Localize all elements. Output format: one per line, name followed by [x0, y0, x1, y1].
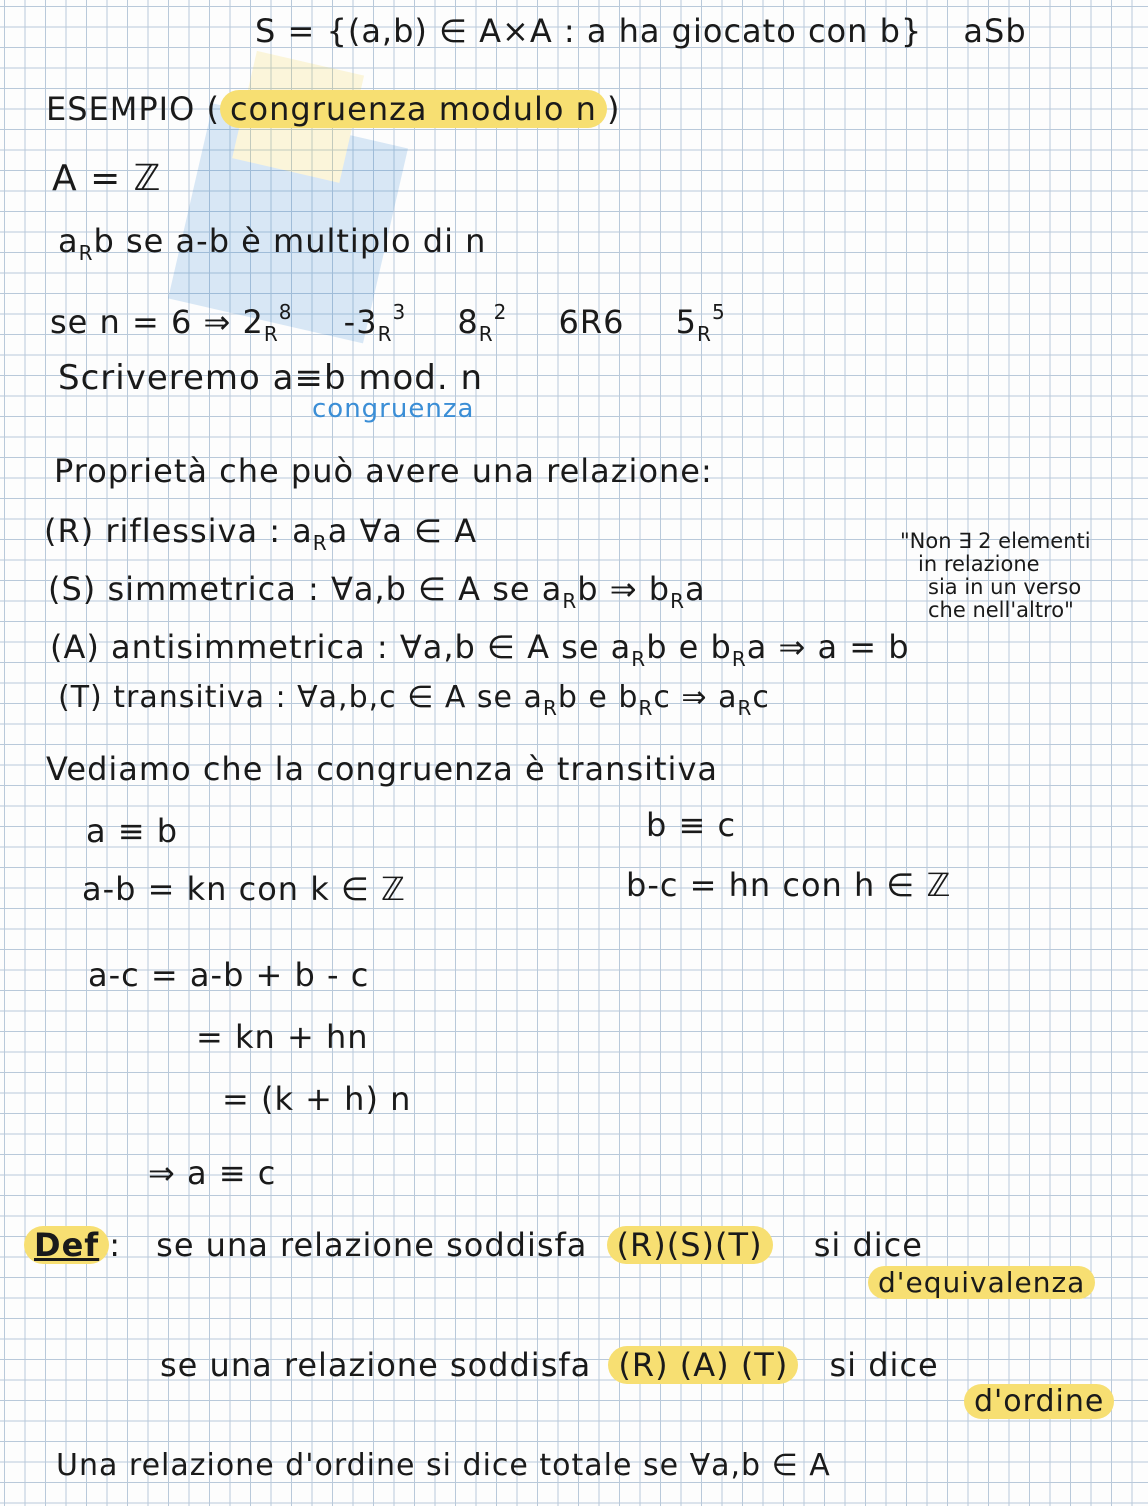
example-close-paren: ) — [606, 90, 621, 128]
a-minus-c-step2-text: = kn + hn — [196, 1018, 369, 1056]
transitive-r2: R — [638, 696, 654, 720]
side-note-line2: in relazione — [918, 552, 1040, 576]
notation-line — [58, 358, 483, 398]
antisymmetric-label: (A) antisimmetrica : ∀a,b ∈ A se a — [50, 628, 632, 666]
transitive-r1: R — [542, 696, 558, 720]
transitive-end: c — [752, 680, 770, 715]
order-highlight: d'ordine — [964, 1384, 1114, 1419]
ex-8b: 8 — [457, 303, 479, 341]
antisymmetric-end: a ⇒ a = b — [746, 628, 910, 666]
ex-3: 3 — [392, 300, 407, 324]
symmetric-r2: R — [670, 589, 685, 613]
conclusion-text: ⇒ a ≡ c — [148, 1154, 277, 1192]
order-properties-highlight: (R) (A) (T) — [608, 1346, 798, 1384]
property-antisymmetric — [50, 628, 910, 671]
total-order-text: Una relazione d'ordine si dice totale se ∀a,b ∈ A — [56, 1448, 831, 1483]
ex-prefix: se n = 6 ⇒ 2 — [50, 303, 264, 341]
example-topic-highlight: congruenza modulo n — [220, 90, 607, 128]
arb-r: R — [78, 241, 94, 265]
total-order-line — [56, 1448, 831, 1483]
side-note-line1: "Non ∃ 2 elementi — [900, 529, 1091, 553]
definition-equivalence — [24, 1226, 923, 1264]
ex-r3: R — [478, 322, 494, 346]
a-minus-c-step1 — [88, 956, 369, 994]
def-properties-highlight: (R)(S)(T) — [607, 1226, 773, 1264]
def-label-highlight: Def — [24, 1226, 109, 1264]
side-note-line3: sia in un verso — [928, 575, 1082, 599]
a-minus-b-kn-text: a-b = kn con k ∈ ℤ — [82, 870, 406, 908]
conclusion — [148, 1154, 276, 1192]
reflexive-label: (R) riflessiva : a — [44, 512, 313, 550]
transitive-mid: b e b — [557, 680, 639, 715]
symmetric-r1: R — [562, 589, 578, 613]
a-equals-z — [52, 158, 161, 199]
side-note — [900, 530, 1091, 622]
vediamo-line — [46, 750, 718, 788]
transitive-label: (T) transitiva : ∀a,b,c ∈ A se a — [58, 680, 543, 715]
a-minus-c-step2 — [196, 1018, 369, 1056]
equivalence-highlight: d'equivalenza — [868, 1266, 1095, 1299]
symmetric-label: (S) simmetrica : ∀a,b ∈ A se a — [48, 570, 563, 608]
b-minus-c-hn-text: b-c = hn con h ∈ ℤ — [626, 866, 952, 904]
relation-definition — [58, 222, 486, 265]
equivalence-word — [868, 1266, 1095, 1299]
def-text: se una relazione soddisfa — [156, 1226, 588, 1264]
set-definition: S = {(a,b) ∈ A×A : a ha giocato con b} — [255, 12, 923, 50]
order-def-text: se una relazione soddisfa — [160, 1346, 592, 1384]
a-equals-z-text: A = ℤ — [52, 158, 162, 199]
reflexive-r: R — [312, 531, 328, 555]
set-definition-line — [255, 12, 1027, 50]
congruence-note — [312, 394, 474, 424]
ex-r2: R — [377, 322, 393, 346]
arb-a: a — [58, 222, 79, 260]
arb-text: b se a-b è multiplo di n — [93, 222, 487, 260]
reflexive-text: a ∀a ∈ A — [327, 512, 478, 550]
congruence-note-text: congruenza — [312, 394, 475, 424]
a-minus-c-step3-text: = (k + h) n — [222, 1080, 412, 1118]
example-label: ESEMPIO ( — [46, 90, 220, 128]
property-symmetric — [48, 570, 706, 613]
b-congruent-c-text: b ≡ c — [646, 806, 737, 844]
a-congruent-b-text: a ≡ b — [86, 812, 179, 850]
ex-r5: R — [697, 322, 712, 346]
order-si-dice: si dice — [829, 1346, 939, 1384]
antisymmetric-r1: R — [631, 647, 647, 671]
properties-heading-text: Proprietà che può avere una relazione: — [54, 452, 713, 490]
ex-r1: R — [263, 322, 279, 346]
property-transitive — [58, 680, 770, 720]
def-colon: : — [109, 1226, 121, 1264]
vediamo-text: Vediamo che la congruenza è transitiva — [46, 750, 718, 788]
a-minus-c-step3 — [222, 1080, 411, 1118]
transitive-r3: R — [737, 696, 753, 720]
a-congruent-b — [86, 812, 178, 850]
antisymmetric-mid: b e b — [646, 628, 732, 666]
antisymmetric-r2: R — [731, 647, 747, 671]
ex-2: 2 — [493, 300, 508, 324]
a-minus-b-kn — [82, 870, 406, 908]
ex-5b: 5 — [711, 300, 726, 324]
asb-notation: aSb — [963, 12, 1027, 50]
a-minus-c-step1-text: a-c = a-b + b - c — [88, 956, 370, 994]
side-note-line4: che nell'altro" — [928, 598, 1074, 622]
order-word — [964, 1384, 1114, 1419]
ex-minus3: -3 — [343, 303, 378, 341]
transitive-mid2: c ⇒ a — [653, 680, 738, 715]
symmetric-mid: b ⇒ b — [577, 570, 671, 608]
b-minus-c-hn — [626, 866, 951, 904]
examples-line — [50, 300, 726, 346]
example-heading — [46, 90, 620, 128]
symmetric-end: a — [684, 570, 706, 608]
properties-heading — [54, 452, 713, 490]
def-si-dice: si dice — [813, 1226, 923, 1264]
notation-text: Scriveremo a≡b mod. n — [58, 358, 483, 398]
ex-6r6: 6R6 — [558, 303, 625, 341]
property-reflexive — [44, 512, 477, 555]
ex-5: 5 — [675, 303, 698, 341]
ex-8: 8 — [278, 300, 293, 324]
definition-order — [160, 1346, 939, 1384]
b-congruent-c — [646, 806, 736, 844]
